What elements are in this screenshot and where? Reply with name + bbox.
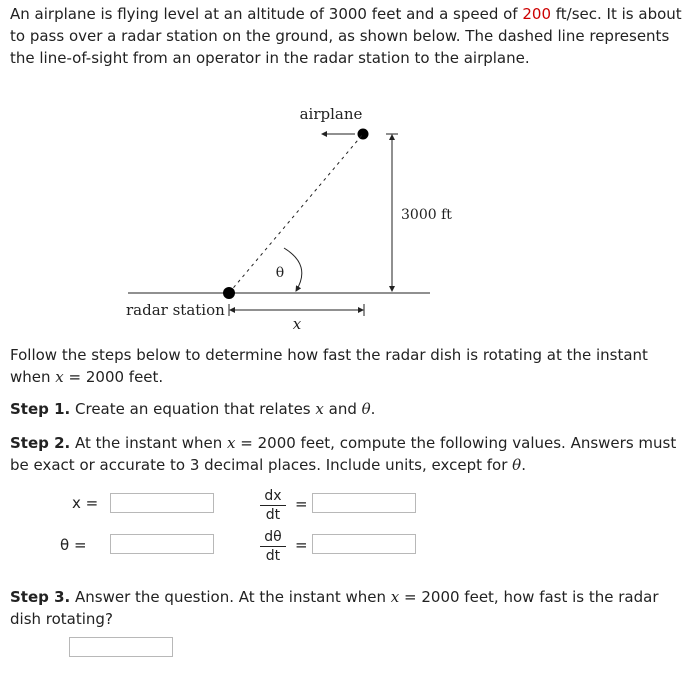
fraction-bar [260,546,286,547]
step-3-heading: Step 3. [10,588,71,606]
dtheta-dt-fraction [256,529,290,564]
dthetadt-input[interactable] [312,534,416,554]
angle-label: θ [275,265,285,281]
step-2 [10,432,690,476]
step-1-text-c: . [370,400,376,418]
x-input[interactable] [110,493,214,513]
step-2-text-b: = 2000 feet, compute the following values. Answers must be exact or accurate to 3 decimal places. Include units, except for [10,434,677,474]
radar-diagram [0,85,697,345]
follow-text-a: Follow the steps below to determine how fast the radar dish is rotating at the instant when [10,346,648,386]
x-label: x [292,315,302,333]
line-of-sight [229,134,363,293]
var-theta: θ [512,456,522,474]
step-2-text-c: . [521,456,526,474]
step-1 [10,398,690,420]
follow-instructions [10,344,690,388]
intro-text-1: An airplane is flying level at an altitude of 3000 feet and a speed of [10,5,523,23]
step-3 [10,586,690,630]
intro-text-2: ft/sec. It is about to pass over a radar station on the ground, as shown below. The dashed line represents the line-of-sight from an operator in the radar station to the airplane. [10,5,682,67]
var-x: x [227,434,236,452]
step-1-heading: Step 1. [10,400,71,418]
step-2-heading: Step 2. [10,434,71,452]
step-3-text-a: Answer the question. At the instant when [70,588,391,606]
dx-denominator: dt [265,507,281,523]
problem-intro [10,3,690,69]
altitude-label: 3000 ft [401,207,452,223]
theta-input[interactable] [110,534,214,554]
equals-sign: = [295,536,308,554]
var-theta: θ [361,400,371,418]
dtheta-numerator: dθ [264,529,282,545]
dx-numerator: dx [264,488,282,504]
dx-dt-fraction [256,488,290,523]
answer-input[interactable] [69,637,173,657]
step-2-text-a: At the instant when [70,434,228,452]
step-1-text-b: and [323,400,362,418]
dxdt-input[interactable] [312,493,416,513]
radar-station-label: radar station [126,301,225,319]
theta-input-label: θ = [60,536,87,554]
follow-text-b: = 2000 feet. [63,368,164,386]
step-3-text-b: = 2000 feet, how fast is the radar dish rotating? [10,588,659,628]
step-1-text-a: Create an equation that relates [70,400,316,418]
fraction-bar [260,505,286,506]
var-x: x [55,368,64,386]
radar-station-dot [223,287,235,299]
angle-arc [284,248,302,291]
dtheta-denominator: dt [265,548,281,564]
speed-value: 200 [522,5,551,23]
x-input-label: x = [72,494,99,512]
airplane-label: airplane [299,105,363,123]
equals-sign: = [295,495,308,513]
var-x: x [390,588,400,606]
var-x: x [315,400,324,418]
